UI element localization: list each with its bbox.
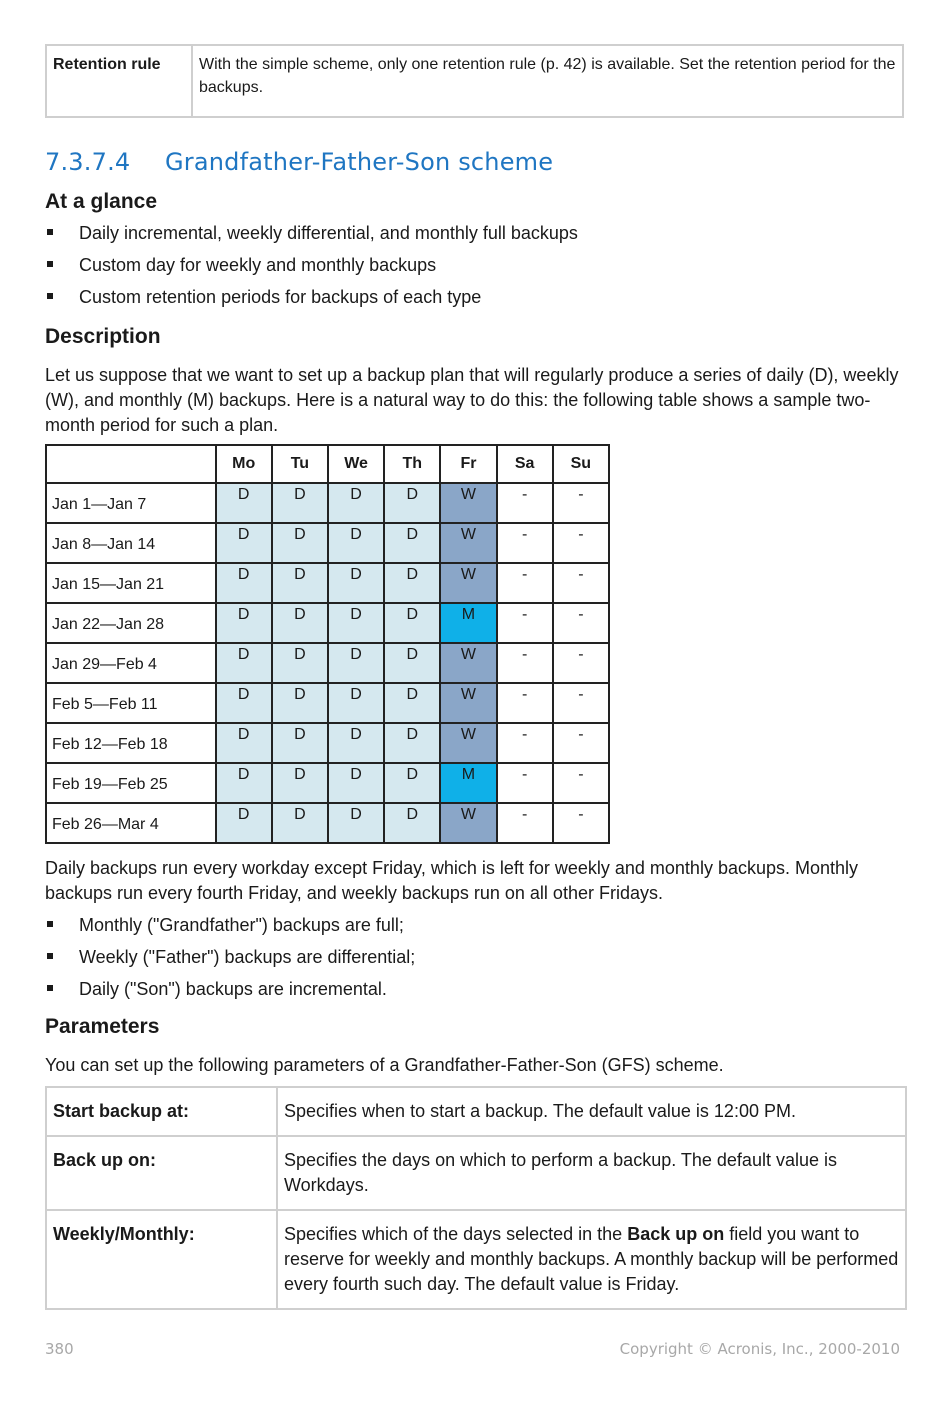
bullet-square-icon <box>47 953 53 959</box>
schedule-cell: D <box>216 603 272 643</box>
day-header: We <box>328 445 384 483</box>
schedule-cell: D <box>328 523 384 563</box>
week-range-cell: Jan 22—Jan 28 <box>46 603 216 643</box>
bullet-square-icon <box>47 293 53 299</box>
schedule-cell: D <box>328 683 384 723</box>
schedule-cell: D <box>216 723 272 763</box>
list-item: Custom retention periods for backups of each type <box>45 286 905 309</box>
schedule-cell: - <box>497 523 553 563</box>
schedule-cell: - <box>497 683 553 723</box>
back-up-on-emphasis: Back up on <box>627 1224 725 1244</box>
table-row <box>46 1210 906 1309</box>
schedule-cell: D <box>272 683 328 723</box>
week-range-cell: Feb 19—Feb 25 <box>46 763 216 803</box>
schedule-cell: - <box>497 763 553 803</box>
schedule-cell: D <box>384 683 440 723</box>
schedule-cell: D <box>216 763 272 803</box>
table-row <box>46 523 609 563</box>
table-row <box>46 643 609 683</box>
schedule-cell: - <box>497 483 553 523</box>
day-header: Sa <box>497 445 553 483</box>
schedule-cell: - <box>553 563 609 603</box>
schedule-cell: D <box>272 723 328 763</box>
schedule-cell: D <box>384 523 440 563</box>
schedule-cell: - <box>553 723 609 763</box>
schedule-explanation: Daily backups run every workday except Friday, which is left for weekly and monthly backups. Monthly backups run every fourth Friday, and weekly backups run on all other Fridays. <box>45 858 859 903</box>
schedule-cell: D <box>328 483 384 523</box>
table-row <box>46 763 609 803</box>
parameters-intro: You can set up the following parameters of a Grandfather-Father-Son (GFS) scheme. <box>45 1055 724 1075</box>
schedule-cell: - <box>553 683 609 723</box>
schedule-corner-cell <box>46 445 216 483</box>
schedule-cell: M <box>440 603 496 643</box>
list-item: Weekly ("Father") backups are differential; <box>45 946 905 969</box>
schedule-cell: - <box>497 803 553 843</box>
schedule-cell: W <box>440 683 496 723</box>
schedule-cell: D <box>384 643 440 683</box>
list-item: Daily ("Son") backups are incremental. <box>45 978 905 1001</box>
schedule-cell: D <box>216 683 272 723</box>
schedule-cell: D <box>272 763 328 803</box>
table-row <box>46 483 609 523</box>
week-range-cell: Feb 5—Feb 11 <box>46 683 216 723</box>
schedule-cell: D <box>384 723 440 763</box>
schedule-cell: - <box>497 603 553 643</box>
schedule-cell: - <box>553 803 609 843</box>
page-number: 380 <box>45 1340 74 1358</box>
parameters-table <box>45 1086 907 1310</box>
schedule-cell: - <box>553 643 609 683</box>
table-row <box>46 683 609 723</box>
copyright-text: Copyright © Acronis, Inc., 2000-2010 <box>619 1340 900 1358</box>
start-backup-label: Start backup at: <box>46 1087 277 1136</box>
schedule-cell: - <box>497 643 553 683</box>
schedule-cell: W <box>440 803 496 843</box>
schedule-cell: D <box>216 483 272 523</box>
schedule-cell: D <box>272 803 328 843</box>
week-range-cell: Jan 15—Jan 21 <box>46 563 216 603</box>
list-item: Custom day for weekly and monthly backups <box>45 254 905 277</box>
schedule-cell: D <box>272 483 328 523</box>
bullet-square-icon <box>47 261 53 267</box>
section-heading <box>45 148 905 176</box>
schedule-cell: D <box>384 763 440 803</box>
description-heading: Description <box>45 325 161 348</box>
schedule-cell: D <box>272 603 328 643</box>
day-header: Su <box>553 445 609 483</box>
schedule-cell: - <box>497 723 553 763</box>
at-a-glance-list <box>45 222 905 309</box>
schedule-cell: D <box>328 643 384 683</box>
table-row <box>46 1087 906 1136</box>
week-range-cell: Jan 1—Jan 7 <box>46 483 216 523</box>
section-number: 7.3.7.4 <box>45 148 131 176</box>
schedule-cell: - <box>553 763 609 803</box>
schedule-cell: D <box>272 643 328 683</box>
schedule-cell: D <box>216 643 272 683</box>
schedule-cell: - <box>497 563 553 603</box>
list-item: Daily incremental, weekly differential, and monthly full backups <box>45 222 905 245</box>
week-range-cell: Jan 8—Jan 14 <box>46 523 216 563</box>
schedule-cell: W <box>440 523 496 563</box>
bullet-square-icon <box>47 229 53 235</box>
schedule-cell: W <box>440 563 496 603</box>
schedule-cell: D <box>384 803 440 843</box>
schedule-cell: M <box>440 763 496 803</box>
schedule-cell: D <box>272 523 328 563</box>
schedule-cell: D <box>216 523 272 563</box>
schedule-cell: - <box>553 483 609 523</box>
back-up-on-text: Specifies the days on which to perform a backup. The default value is Workdays. <box>277 1136 906 1210</box>
schedule-cell: D <box>384 603 440 643</box>
weekly-monthly-label: Weekly/Monthly: <box>46 1210 277 1309</box>
schedule-cell: D <box>328 763 384 803</box>
table-row <box>46 803 609 843</box>
retention-rule-label: Retention rule <box>46 45 192 117</box>
back-up-on-label: Back up on: <box>46 1136 277 1210</box>
start-backup-text: Specifies when to start a backup. The default value is 12:00 PM. <box>277 1087 906 1136</box>
schedule-cell: D <box>384 563 440 603</box>
day-header: Fr <box>440 445 496 483</box>
list-item: Monthly ("Grandfather") backups are full; <box>45 914 905 937</box>
description-intro: Let us suppose that we want to set up a backup plan that will regularly produce a series of daily (D), weekly (W), and monthly (M) backups. Here is a natural way to do this: the following table shows a sample two-month period for such a plan. <box>45 365 899 435</box>
retention-rule-text: With the simple scheme, only one retention rule (p. 42) is available. Set the retention period for the backups. <box>192 45 903 117</box>
schedule-cell: D <box>216 803 272 843</box>
schedule-header-row <box>46 445 609 483</box>
week-range-cell: Feb 26—Mar 4 <box>46 803 216 843</box>
table-row <box>46 603 609 643</box>
backup-types-list <box>45 914 905 1001</box>
schedule-cell: W <box>440 643 496 683</box>
document-page <box>45 44 905 1310</box>
schedule-table <box>45 444 610 844</box>
bullet-square-icon <box>47 985 53 991</box>
week-range-cell: Feb 12—Feb 18 <box>46 723 216 763</box>
at-a-glance-heading: At a glance <box>45 190 158 213</box>
weekly-monthly-text: Specifies which of the days selected in the Back up on field you want to reserve for weekly and monthly backups. A monthly backup will be performed every fourth such day. The default value is Friday. <box>277 1210 906 1309</box>
schedule-cell: D <box>384 483 440 523</box>
section-title: Grandfather-Father-Son scheme <box>165 148 554 176</box>
schedule-cell: D <box>328 803 384 843</box>
schedule-cell: W <box>440 483 496 523</box>
day-header: Mo <box>216 445 272 483</box>
retention-rule-table <box>45 44 904 118</box>
parameters-heading: Parameters <box>45 1015 160 1038</box>
schedule-cell: - <box>553 523 609 563</box>
table-row <box>46 1136 906 1210</box>
page-footer <box>45 1340 900 1358</box>
schedule-cell: D <box>272 563 328 603</box>
bullet-square-icon <box>47 921 53 927</box>
week-range-cell: Jan 29—Feb 4 <box>46 643 216 683</box>
schedule-cell: D <box>216 563 272 603</box>
schedule-cell: D <box>328 563 384 603</box>
schedule-cell: D <box>328 603 384 643</box>
day-header: Th <box>384 445 440 483</box>
schedule-cell: - <box>553 603 609 643</box>
schedule-cell: D <box>328 723 384 763</box>
schedule-body <box>46 483 609 843</box>
table-row <box>46 563 609 603</box>
schedule-cell: W <box>440 723 496 763</box>
day-header: Tu <box>272 445 328 483</box>
table-row <box>46 723 609 763</box>
